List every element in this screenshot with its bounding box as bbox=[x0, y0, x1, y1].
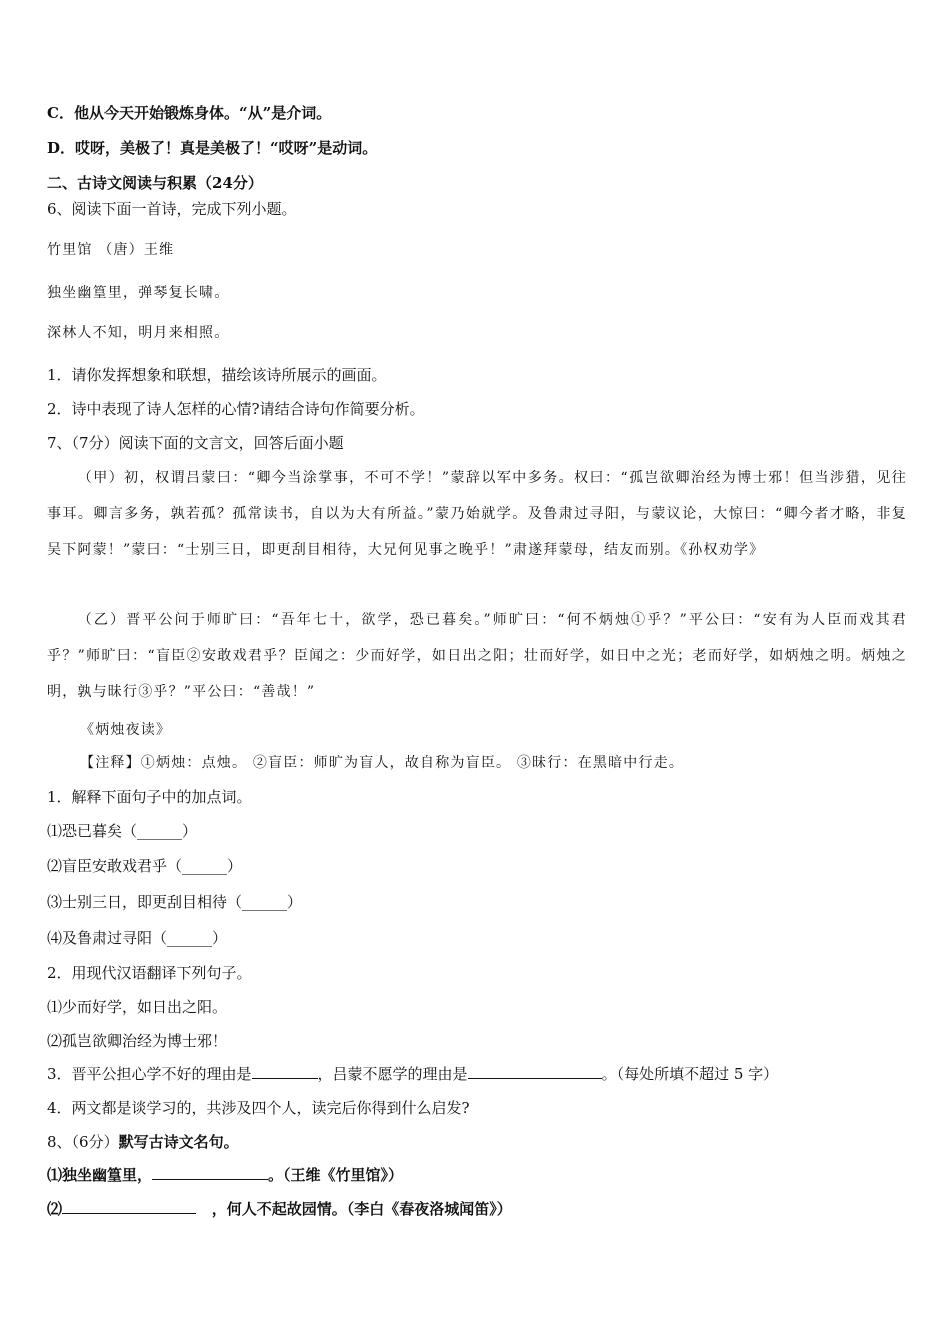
q8-line-2-text-b: ，何人不起故园情。（李白《春夜洛城闻笛》） bbox=[211, 1200, 512, 1218]
passage-b: （乙）晋平公问于师旷曰：“吾年七十，欲学，恐已暮矣。”师旷曰：“何不炳烛①乎？”平公曰：“安有为人臣而戏其君乎？”师旷曰：“盲臣②安敢戏君乎？臣闻之：少而好学，如日出之阳；壮而好学，如日中之光；老而好学，如炳烛之明。炳烛之明，孰与昧行③乎？”平公曰：“善哉！” bbox=[47, 612, 907, 700]
q7-sub-3-text-c: 。（每处所填不超过 5 字） bbox=[601, 1065, 779, 1083]
q7-sub-2: 2．用现代汉语翻译下列句子。 bbox=[47, 964, 252, 982]
q6-sub-1: 1．请你发挥想象和联想，描绘该诗所展示的画面。 bbox=[47, 366, 387, 384]
q8-line-2 bbox=[47, 1199, 512, 1219]
section-2-title: 二、古诗文阅读与积累（24分） bbox=[47, 174, 263, 192]
q7-sub-1-item-3: ⑶士别三日，即更刮目相待（______） bbox=[47, 893, 303, 911]
q7-sub-1-item-4: ⑷及鲁肃过寻阳（______） bbox=[47, 929, 228, 947]
poem-line-1: 独坐幽篁里，弹琴复长啸。 bbox=[47, 285, 230, 301]
q8-line-1-text-b: 。（王维《竹里馆》） bbox=[268, 1166, 404, 1184]
q7-sub-2-item-2: ⑵孤岂欲卿治经为博士邪！ bbox=[47, 1032, 228, 1050]
answer-blank-4[interactable] bbox=[62, 1199, 196, 1214]
poem-title: 竹里馆 （唐）王维 bbox=[47, 242, 175, 258]
passage-a: （甲）初，权谓吕蒙曰：“卿今当涂掌事，不可不学！”蒙辞以军中多务。权曰：“孤岂欲卿治经为博士邪！但当涉猎，见往事耳。卿言多务，孰若孤？孤常读书，自以为大有所益。”蒙乃始就学。及鲁肃过寻阳，与蒙议论，大惊曰：“卿今者才略，非复吴下阿蒙！”蒙曰：“士别三日，即更刮目相待，大兄何见事之晚乎！”肃遂拜蒙母，结友而别。《孙权劝学》 bbox=[47, 470, 907, 558]
answer-blank-1[interactable] bbox=[252, 1064, 318, 1079]
q8-line-1-text-a: ⑴独坐幽篁里， bbox=[47, 1166, 153, 1184]
q8-heading-text: 默写古诗文名句。 bbox=[118, 1133, 239, 1151]
option-d: D．哎呀，美极了！真是美极了！“哎呀”是动词。 bbox=[47, 139, 378, 157]
q7-sub-4: 4．两文都是谈学习的，共涉及四个人，读完后你得到什么启发? bbox=[47, 1099, 470, 1117]
q6-heading: 6、阅读下面一首诗，完成下列小题。 bbox=[47, 200, 297, 218]
q7-sub-3-text-a: 3．晋平公担心学不好的理由是 bbox=[47, 1065, 252, 1083]
q8-heading bbox=[47, 1132, 239, 1152]
q7-sub-1-item-1: ⑴恐已暮矣（______） bbox=[47, 822, 198, 840]
q7-heading: 7、（7分）阅读下面的文言文，回答后面小题 bbox=[47, 434, 344, 452]
q8-line-1 bbox=[47, 1165, 403, 1185]
option-c: C．他从今天开始锻炼身体。“从”是介词。 bbox=[47, 104, 332, 122]
answer-blank-2[interactable] bbox=[468, 1064, 602, 1079]
q7-sub-1: 1．解释下面句子中的加点词。 bbox=[47, 788, 252, 806]
q8-heading-number: 8、（6分） bbox=[47, 1133, 119, 1151]
answer-blank-3[interactable] bbox=[152, 1165, 268, 1180]
poem-line-2: 深林人不知，明月来相照。 bbox=[47, 325, 230, 341]
q7-sub-2-item-1: ⑴少而好学，如日出之阳。 bbox=[47, 998, 228, 1016]
q7-sub-3 bbox=[47, 1064, 778, 1084]
q7-sub-3-text-b: ，吕蒙不愿学的理由是 bbox=[317, 1065, 468, 1083]
annotations: 【注释】①炳烛：点烛。 ②盲臣：师旷为盲人，故自称为盲臣。 ③昧行：在黑暗中行走。 bbox=[80, 755, 685, 771]
q6-sub-2: 2．诗中表现了诗人怎样的心情?请结合诗句作简要分析。 bbox=[47, 400, 425, 418]
q8-line-2-text-a: ⑵ bbox=[47, 1200, 63, 1218]
passage-b-source: 《炳烛夜读》 bbox=[80, 722, 172, 738]
q7-sub-1-item-2: ⑵盲臣安敢戏君乎（______） bbox=[47, 857, 243, 875]
